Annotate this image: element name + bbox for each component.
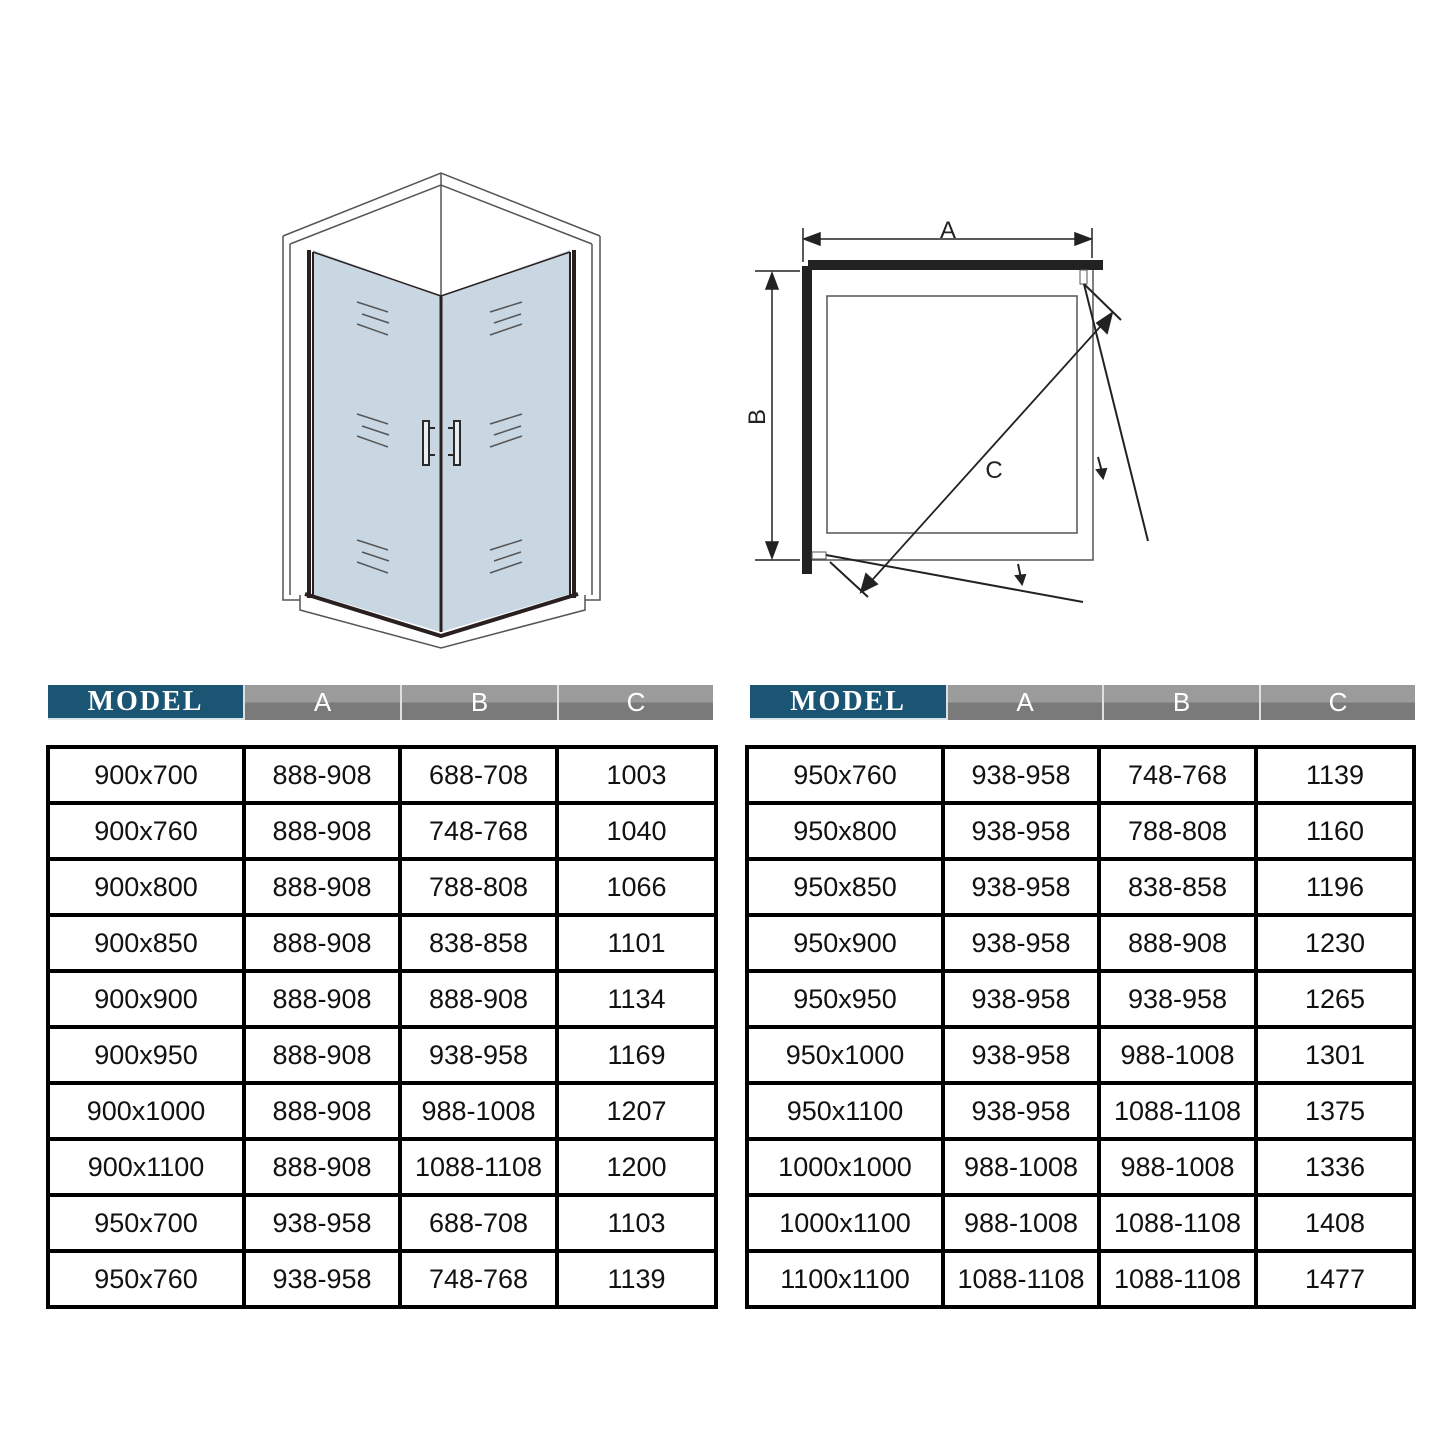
cell-a: 938-958 xyxy=(943,1083,1099,1139)
table-row xyxy=(48,1195,716,1251)
table-row xyxy=(48,1251,716,1307)
cell-c: 1101 xyxy=(557,915,716,971)
cell-b: 988-1008 xyxy=(1099,1139,1256,1195)
cell-model: 900x700 xyxy=(48,747,244,803)
cell-c: 1265 xyxy=(1256,971,1414,1027)
cell-a: 988-1008 xyxy=(943,1139,1099,1195)
cell-model: 900x900 xyxy=(48,971,244,1027)
cell-model: 900x950 xyxy=(48,1027,244,1083)
cell-c: 1477 xyxy=(1256,1251,1414,1307)
cell-model: 950x850 xyxy=(747,859,943,915)
cell-b: 1088-1108 xyxy=(1099,1251,1256,1307)
cell-model: 900x760 xyxy=(48,803,244,859)
cell-c: 1336 xyxy=(1256,1139,1414,1195)
cell-a: 938-958 xyxy=(943,971,1099,1027)
cell-model: 950x700 xyxy=(48,1195,244,1251)
right-table-header xyxy=(750,685,1415,720)
cell-a: 888-908 xyxy=(244,971,400,1027)
cell-b: 838-858 xyxy=(400,915,557,971)
cell-b: 888-908 xyxy=(1099,915,1256,971)
cell-c: 1139 xyxy=(557,1251,716,1307)
cell-b: 938-958 xyxy=(400,1027,557,1083)
left-table-header xyxy=(48,685,713,720)
cell-c: 1160 xyxy=(1256,803,1414,859)
table-row xyxy=(747,859,1414,915)
cell-b: 748-768 xyxy=(1099,747,1256,803)
table-row xyxy=(747,915,1414,971)
cell-model: 950x950 xyxy=(747,971,943,1027)
cell-model: 1000x1100 xyxy=(747,1195,943,1251)
cell-a: 1088-1108 xyxy=(943,1251,1099,1307)
cell-c: 1134 xyxy=(557,971,716,1027)
table-row xyxy=(747,1027,1414,1083)
cell-model: 950x760 xyxy=(747,747,943,803)
column-header-model: MODEL xyxy=(750,685,946,720)
table-row xyxy=(747,803,1414,859)
cell-b: 1088-1108 xyxy=(400,1139,557,1195)
table-row xyxy=(747,1083,1414,1139)
cell-a: 938-958 xyxy=(244,1251,400,1307)
cell-a: 938-958 xyxy=(244,1195,400,1251)
cell-c: 1196 xyxy=(1256,859,1414,915)
cell-a: 888-908 xyxy=(244,859,400,915)
cell-b: 838-858 xyxy=(1099,859,1256,915)
cell-c: 1230 xyxy=(1256,915,1414,971)
table-row xyxy=(747,1195,1414,1251)
table-row xyxy=(747,1251,1414,1307)
table-row xyxy=(48,859,716,915)
cell-model: 900x1000 xyxy=(48,1083,244,1139)
table-row xyxy=(48,1139,716,1195)
cell-b: 688-708 xyxy=(400,1195,557,1251)
table-row xyxy=(48,803,716,859)
table-row xyxy=(48,915,716,971)
cell-b: 988-1008 xyxy=(400,1083,557,1139)
cell-c: 1408 xyxy=(1256,1195,1414,1251)
cell-model: 900x800 xyxy=(48,859,244,915)
table-row xyxy=(48,747,716,803)
table-row xyxy=(48,971,716,1027)
cell-c: 1301 xyxy=(1256,1027,1414,1083)
cell-model: 950x1000 xyxy=(747,1027,943,1083)
cell-a: 938-958 xyxy=(943,859,1099,915)
table-row xyxy=(48,1027,716,1083)
cell-model: 900x1100 xyxy=(48,1139,244,1195)
cell-model: 1000x1000 xyxy=(747,1139,943,1195)
cell-model: 900x850 xyxy=(48,915,244,971)
cell-a: 938-958 xyxy=(943,915,1099,971)
cell-b: 888-908 xyxy=(400,971,557,1027)
cell-b: 1088-1108 xyxy=(1099,1195,1256,1251)
cell-b: 788-808 xyxy=(400,859,557,915)
cell-c: 1169 xyxy=(557,1027,716,1083)
table-row xyxy=(747,747,1414,803)
cell-a: 938-958 xyxy=(943,1027,1099,1083)
column-header-c: C xyxy=(557,685,713,720)
cell-c: 1200 xyxy=(557,1139,716,1195)
cell-model: 950x760 xyxy=(48,1251,244,1307)
cell-c: 1207 xyxy=(557,1083,716,1139)
dimension-label-a: A xyxy=(939,217,957,244)
cell-a: 888-908 xyxy=(244,1027,400,1083)
cell-model: 950x1100 xyxy=(747,1083,943,1139)
column-header-a: A xyxy=(946,685,1102,720)
cell-a: 888-908 xyxy=(244,803,400,859)
left-size-table xyxy=(46,745,718,1309)
table-row xyxy=(747,1139,1414,1195)
dimension-label-c: C xyxy=(985,457,1003,484)
cell-model: 950x800 xyxy=(747,803,943,859)
cell-a: 988-1008 xyxy=(943,1195,1099,1251)
cell-b: 788-808 xyxy=(1099,803,1256,859)
cell-c: 1040 xyxy=(557,803,716,859)
cell-c: 1066 xyxy=(557,859,716,915)
column-header-b: B xyxy=(1102,685,1259,720)
cell-c: 1139 xyxy=(1256,747,1414,803)
cell-b: 748-768 xyxy=(400,1251,557,1307)
cell-b: 938-958 xyxy=(1099,971,1256,1027)
cell-b: 688-708 xyxy=(400,747,557,803)
column-header-c: C xyxy=(1259,685,1415,720)
cell-b: 988-1008 xyxy=(1099,1027,1256,1083)
column-header-model: MODEL xyxy=(48,685,243,720)
cell-a: 888-908 xyxy=(244,1083,400,1139)
table-row xyxy=(747,971,1414,1027)
cell-a: 888-908 xyxy=(244,915,400,971)
table-row xyxy=(48,1083,716,1139)
cell-b: 748-768 xyxy=(400,803,557,859)
cell-model: 1100x1100 xyxy=(747,1251,943,1307)
cell-a: 938-958 xyxy=(943,803,1099,859)
plan-view-dimension-diagram xyxy=(0,0,1445,680)
cell-a: 888-908 xyxy=(244,1139,400,1195)
cell-c: 1003 xyxy=(557,747,716,803)
column-header-a: A xyxy=(243,685,400,720)
cell-b: 1088-1108 xyxy=(1099,1083,1256,1139)
right-size-table xyxy=(745,745,1416,1309)
cell-model: 950x900 xyxy=(747,915,943,971)
cell-a: 938-958 xyxy=(943,747,1099,803)
dimension-label-b: B xyxy=(744,408,771,426)
column-header-b: B xyxy=(400,685,557,720)
cell-c: 1375 xyxy=(1256,1083,1414,1139)
cell-c: 1103 xyxy=(557,1195,716,1251)
cell-a: 888-908 xyxy=(244,747,400,803)
